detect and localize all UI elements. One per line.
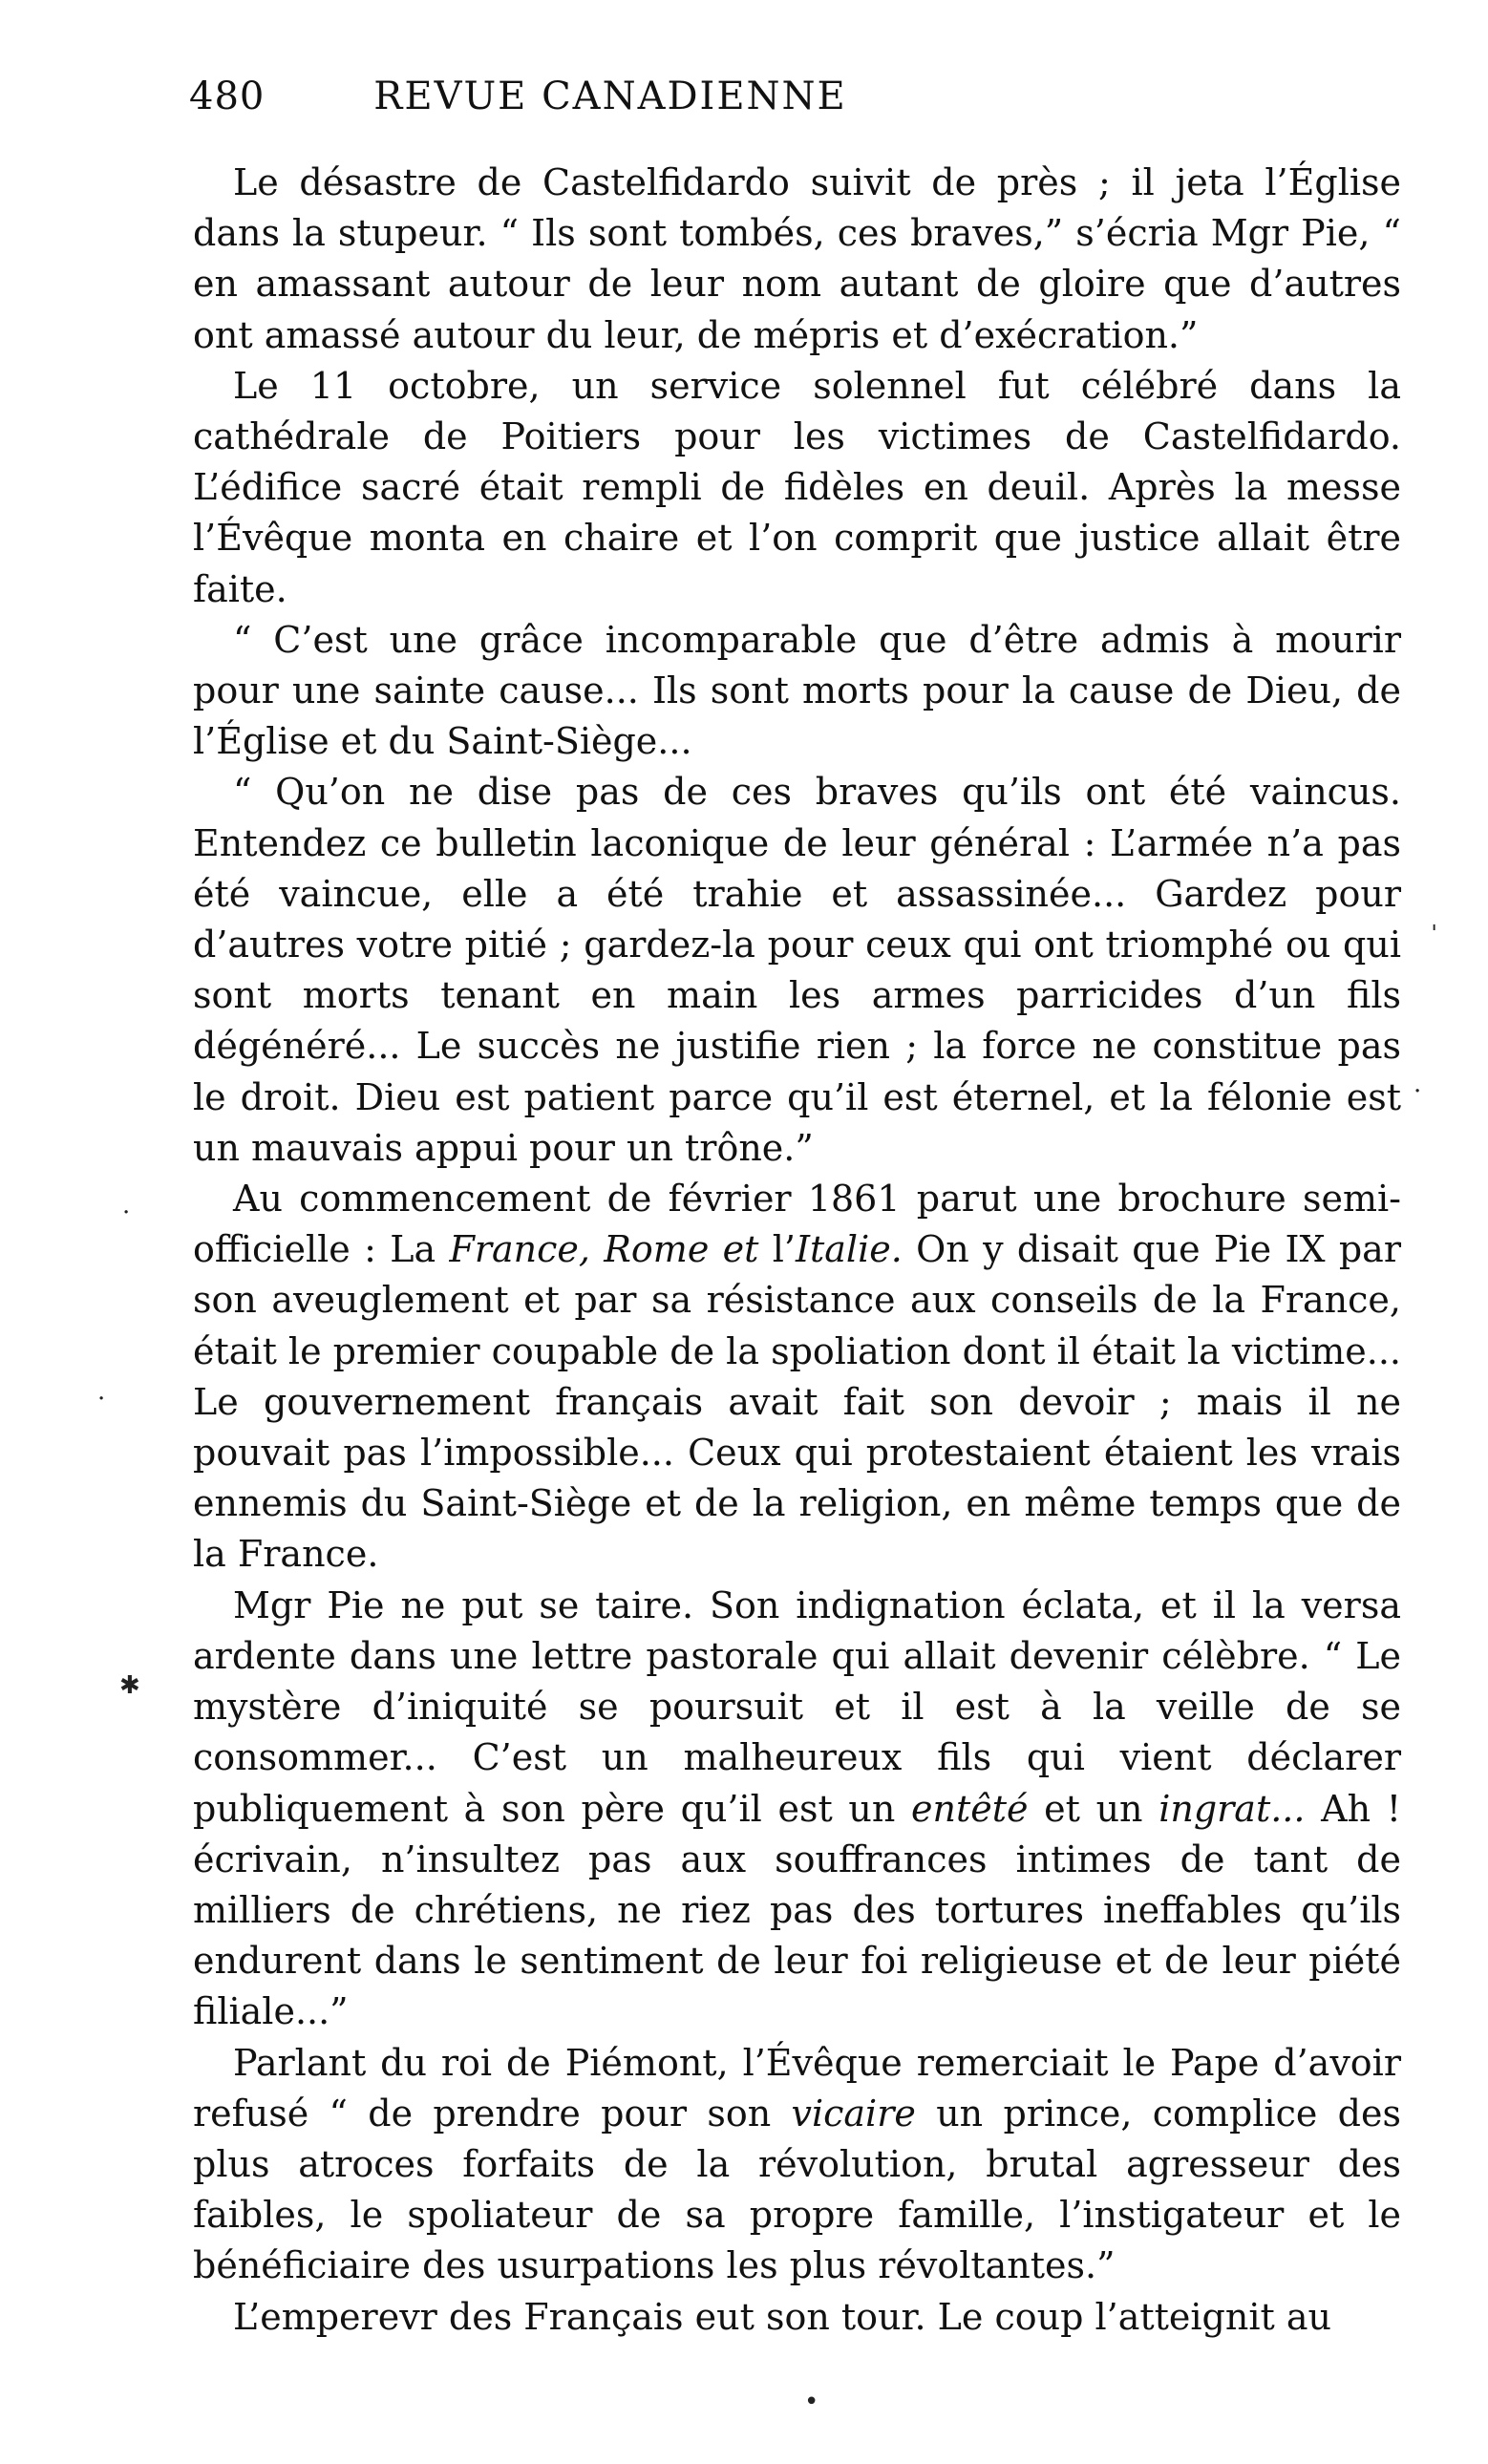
italic-run: ingrat... [1159,1787,1306,1830]
paragraph-lettre-pastorale [193,1581,1401,2038]
print-speck: ✱ [119,1671,140,1700]
paragraph-castelfidardo: Le désastre de Castelfidardo suivit de près ; il jeta l’Église dans la stupeur. “ Ils sont tombés, ces braves,” s’écria Mgr Pie, “ en amassant autour de leur nom autant de gloire que d’autres ont amassé autour du leur, de mépris et d’exécration.” [193,161,1401,356]
italic-run: Italie. [795,1228,903,1271]
paragraph-quote-grace: “ C’est une grâce incomparable que d’être admis à mourir pour une sainte cause... Ils sont morts pour la cause de Dieu, de l’Église et du Saint-Siège... [193,618,1401,763]
print-speck: · [97,1385,106,1413]
text-run: On y disait que Pie IX par son aveuglement et par sa résistance aux conseils de la France, était le premier coupable de la spoliation dont il était la victime... Le gouvernement français avait fait son devoir ; mais il ne pouvait pas l’impossible... Ceux qui protestaient étaient les vrais ennemis du Saint-Siège et de la religion, en même temps que de la France. [193,1228,1402,1576]
italic-run: vicaire [791,2092,916,2135]
running-header [189,74,1031,132]
paragraph-service-solennel: Le 11 octobre, un service solennel fut célébré dans la cathédrale de Poitiers pour les victimes de Castelfidardo. L’édifice sacré était rempli de fidèles en deuil. Après la messe l’Évêque monta en chaire et l’on comprit que justice allait être faite. [193,364,1401,610]
text-run: Au commencement de février 1861 parut une brochure semi-officielle : La [193,1178,1401,1271]
page-number: 480 [189,74,266,118]
text-run: Ah ! écrivain, n’insultez pas aux souffrances intimes de tant de milliers de chrétiens, ne riez pas des tortures ineffables qu’ils endurent dans le sentiment de leur foi religieuse et de leur piété filiale...” [193,1787,1401,2033]
running-title: REVUE CANADIENNE [373,74,847,118]
paragraph-quote-vaincus: “ Qu’on ne dise pas de ces braves qu’ils ont été vaincus. Entendez ce bulletin laconique de leur général : L’armée n’a pas été vaincue, elle a été trahie et assassinée... Gardez pour d’autres votre pitié ; gardez-la pour ceux qui ont triomphé ou qui sont morts tenant en main les armes parricides d’un fils dégénéré... Le succès ne justifie rien ; la force ne constitue pas le droit. Dieu est patient parce qu’il est éternel, et la félonie est un mauvais appui pour un trône.” [193,771,1401,1169]
italic-run: France, Rome et [449,1228,759,1271]
text-run: Parlant du roi de Piémont, l’Évêque remerciait le Pape d’avoir refusé “ de prendre pour son [193,2041,1401,2135]
print-speck: • [804,2388,819,2416]
text-run: Mgr Pie ne put se taire. Son indignation éclata, et il la versa ardente dans une lettre pastorale qui allait devenir célèbre. “ Le mystère d’iniquité se poursuit et il est à la veille de se consommer... C’est un malheureux fils qui vient déclarer publiquement à son père qu’il est un [193,1583,1401,1830]
italic-run: entêté [911,1787,1029,1830]
text-run: un prince, complice des plus atroces forfaits de la révolution, brutal agresseur des faibles, le spoliateur de sa propre famille, l’instigateur et le bénéficiaire des usurpations les plus révoltantes.” [193,2092,1401,2287]
paragraph-brochure [193,1174,1401,1581]
text-run: l’ [758,1228,796,1271]
paragraph-empereur: L’emperevr des Français eut son tour. Le coup l’atteignit au [233,2295,1331,2338]
body-text [193,158,1401,2343]
paragraph-roi-piemont [193,2038,1401,2292]
print-speck: · [122,1199,131,1227]
print-speck: ˈ [1431,922,1438,950]
text-run: et un [1028,1787,1159,1830]
print-speck: · [1414,1077,1422,1106]
